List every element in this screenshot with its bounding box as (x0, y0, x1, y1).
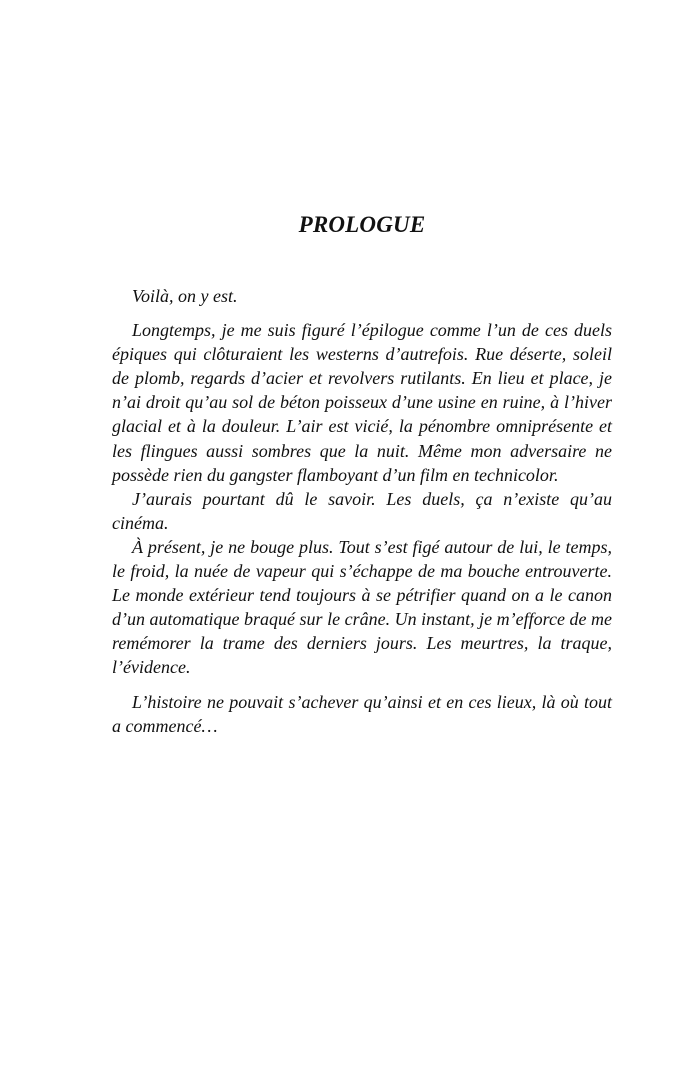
paragraph-epilogue-duel: Longtemps, je me suis figuré l’épilogue comme l’un de ces duels épiques qui clôturaient les westerns d’autrefois. Rue déserte, soleil de plomb, regards d’acier et revolvers rutilants. En lieu et place, je n’ai droit qu’au sol de béton poisseux d’une usine en ruine, à l’hiver glacial et à la douleur. L’air est vicié, la pénombre omniprésente et les flingues aussi sombres que la nuit. Même mon adversaire ne possède rien du gangster flamboyant d’un film en technicolor. (112, 320, 612, 485)
paragraph-opening: Voilà, on y est. (132, 286, 238, 306)
paragraph-present: À présent, je ne bouge plus. Tout s’est figé autour de lui, le temps, le froid, la nuée de vapeur qui s’échappe de ma bouche entrouverte. Le monde extérieur tend toujours à se pétrifier quand on a le canon d’un automatique braqué sur le crâne. Un instant, je m’efforce de me remémorer la trame des derniers jours. Les meurtres, la traque, l’évidence. (112, 536, 612, 678)
paragraph-closing: L’histoire ne pouvait s’achever qu’ainsi et en ces lieux, là où tout a commencé… (112, 691, 612, 736)
paragraph-duels-cinema: J’aurais pourtant dû le savoir. Les duels, ça n’existe qu’au cinéma. (112, 488, 612, 533)
chapter-title: PROLOGUE (298, 212, 426, 237)
chapter-body (112, 284, 612, 738)
